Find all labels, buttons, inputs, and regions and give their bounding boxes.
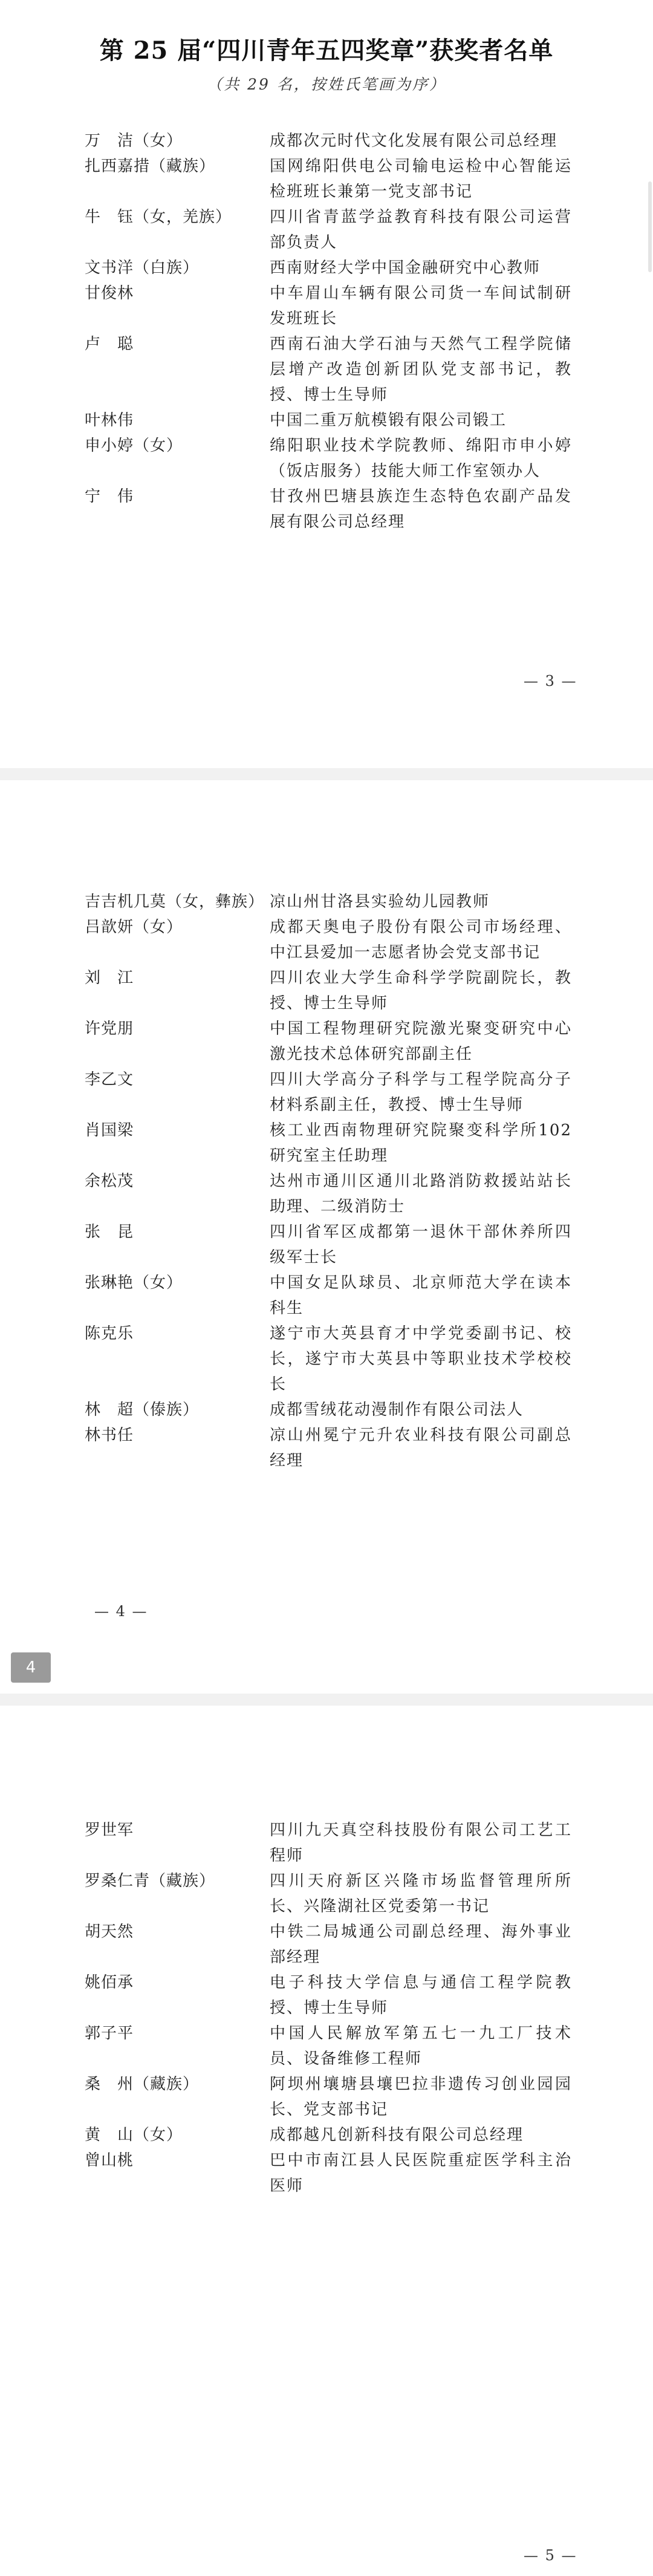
awardee-description: 达州市通川区通川北路消防救援站站长助理、二级消防士: [270, 1172, 572, 1216]
awardee-entry: [0, 2072, 653, 2122]
awardee-entry: [0, 128, 653, 154]
awardee-name: 罗桑仁青（藏族）: [85, 1872, 216, 1890]
awardee-description: 绵阳职业技术学院教师、绵阳市申小婷（饭店服务）技能大师工作室领办人: [270, 437, 572, 480]
awardee-description: 成都越凡创新科技有限公司总经理: [270, 2126, 524, 2144]
awardee-description: 四川省青蓝学益教育科技有限公司运营部负责人: [270, 208, 572, 252]
awardee-entry: [0, 1919, 653, 1970]
awardee-description: 中国女足队球员、北京师范大学在读本科生: [270, 1274, 572, 1317]
awardee-entry: [0, 1321, 653, 1397]
awardee-name: 郭子平: [85, 2024, 134, 2043]
awardee-entry: [0, 1270, 653, 1321]
awardee-entry: [0, 331, 653, 408]
awardee-name: 张 昆: [85, 1223, 134, 1241]
awardee-list: [0, 1818, 653, 2199]
awardee-entry: [0, 154, 653, 204]
awardee-name: 肖国梁: [85, 1121, 134, 1140]
awardee-entry: [0, 1397, 653, 1423]
awardee-entry: [0, 1423, 653, 1473]
awardee-entry: [0, 2122, 653, 2148]
scrollbar[interactable]: [648, 181, 652, 272]
awardee-entry: [0, 255, 653, 281]
awardee-description: 遂宁市大英县育才中学党委副书记、校长，遂宁市大英县中等职业技术学校校长: [270, 1325, 572, 1394]
awardee-name: 宁 伟: [85, 487, 134, 506]
awardee-description: 巴中市南江县人民医院重症医学科主治医师: [270, 2151, 572, 2195]
awardee-list: [0, 889, 653, 1473]
awardee-description: 阿坝州壤塘县壤巴拉非遗传习创业园园长、党支部书记: [270, 2075, 572, 2119]
awardee-description: 中铁二局城通公司副总经理、海外事业部经理: [270, 1923, 572, 1966]
awardee-description: 国网绵阳供电公司输电运检中心智能运检班班长兼第一党支部书记: [270, 157, 572, 201]
awardee-name: 牛 钰（女，羌族）: [85, 208, 232, 226]
awardee-name: 张琳艳（女）: [85, 1274, 183, 1292]
awardee-name: 万 洁（女）: [85, 132, 183, 150]
awardee-name: 扎西嘉措（藏族）: [85, 157, 216, 175]
awardee-entry: [0, 408, 653, 433]
awardee-description: 中国二重万航模锻有限公司锻工: [270, 411, 507, 429]
awardee-name: 林 超（傣族）: [85, 1401, 200, 1419]
awardee-description: 中车眉山车辆有限公司货一车间试制研发班班长: [270, 284, 572, 328]
awardee-entry: [0, 281, 653, 331]
awardee-entry: [0, 965, 653, 1016]
awardee-entry: [0, 1970, 653, 2021]
awardee-name: 刘 江: [85, 969, 134, 987]
awardee-description: 成都天奥电子股份有限公司市场经理、中江县爱加一志愿者协会党支部书记: [270, 918, 572, 962]
awardee-entry: [0, 1067, 653, 1118]
awardee-name: 吕歆妍（女）: [85, 918, 183, 936]
awardee-description: 核工业西南物理研究院聚变科学所102研究室主任助理: [270, 1121, 572, 1165]
awardee-description: 中国工程物理研究院激光聚变研究中心激光技术总体研究部副主任: [270, 1020, 572, 1063]
awardee-description: 四川农业大学生命科学学院副院长，教授、博士生导师: [270, 969, 572, 1012]
awardee-description: 电子科技大学信息与通信工程学院教授、博士生导师: [270, 1974, 572, 2017]
awardee-name: 曾山桃: [85, 2151, 134, 2170]
awardee-description: 四川九天真空科技股份有限公司工艺工程师: [270, 1821, 572, 1865]
awardee-name: 胡天然: [85, 1923, 134, 1941]
awardee-entry: [0, 2148, 653, 2199]
awardee-name: 文书洋（白族）: [85, 259, 200, 277]
awardee-entry: [0, 204, 653, 255]
awardee-entry: [0, 1169, 653, 1219]
awardee-description: 四川大学高分子科学与工程学院高分子材料系副主任，教授、博士生导师: [270, 1071, 572, 1114]
page-number: — 3 —: [524, 673, 577, 690]
document-subtitle: （共 29 名，按姓氏笔画为序）: [207, 76, 446, 93]
awardee-entry: [0, 889, 653, 915]
awardee-name: 余松茂: [85, 1172, 134, 1190]
awardee-description: 中国人民解放军第五七一九工厂技术员、设备维修工程师: [270, 2024, 572, 2068]
floating-page-indicator[interactable]: 4: [11, 1652, 51, 1683]
awardee-description: 成都次元时代文化发展有限公司总经理: [270, 132, 558, 150]
awardee-description: 四川天府新区兴隆市场监督管理所所长、兴隆湖社区党委第一书记: [270, 1872, 572, 1916]
awardee-name: 李乙文: [85, 1071, 134, 1089]
document-page-3: [0, 0, 653, 768]
awardee-entry: [0, 484, 653, 535]
awardee-description: 西南石油大学石油与天然气工程学院储层增产改造创新团队党支部书记，教授、博士生导师: [270, 335, 572, 404]
awardee-name: 桑 州（藏族）: [85, 2075, 200, 2093]
awardee-description: 甘孜州巴塘县族迮生态特色农副产品发展有限公司总经理: [270, 487, 572, 531]
awardee-entry: [0, 1118, 653, 1169]
awardee-description: 西南财经大学中国金融研究中心教师: [270, 259, 541, 277]
awardee-entry: [0, 433, 653, 484]
document-title: 第 25 届“四川青年五四奖章”获奖者名单: [99, 36, 554, 65]
awardee-entry: [0, 1818, 653, 1868]
awardee-description: 凉山州冕宁元升农业科技有限公司副总经理: [270, 1426, 572, 1470]
awardee-name: 吉吉机几莫（女，彝族）: [85, 893, 265, 911]
page-number: — 5 —: [524, 2547, 577, 2564]
awardee-entry: [0, 1868, 653, 1919]
awardee-description: 凉山州甘洛县实验幼儿园教师: [270, 893, 490, 911]
page-number: — 4 —: [94, 1603, 148, 1620]
document-page-5: [0, 1706, 653, 2576]
awardee-name: 林书任: [85, 1426, 134, 1444]
awardee-entry: [0, 2021, 653, 2072]
document-page-4: [0, 780, 653, 1694]
awardee-description: 成都雪绒花动漫制作有限公司法人: [270, 1401, 524, 1419]
awardee-list: [0, 128, 653, 535]
awardee-name: 甘俊林: [85, 284, 134, 302]
awardee-name: 姚佰承: [85, 1974, 134, 1992]
awardee-name: 叶林伟: [85, 411, 134, 429]
awardee-name: 陈克乐: [85, 1325, 134, 1343]
awardee-entry: [0, 915, 653, 965]
awardee-name: 卢 聪: [85, 335, 134, 353]
awardee-name: 许党朋: [85, 1020, 134, 1038]
awardee-name: 罗世军: [85, 1821, 134, 1839]
awardee-name: 申小婷（女）: [85, 437, 183, 455]
awardee-name: 黄 山（女）: [85, 2126, 183, 2144]
awardee-entry: [0, 1219, 653, 1270]
awardee-entry: [0, 1016, 653, 1067]
awardee-description: 四川省军区成都第一退休干部休养所四级军士长: [270, 1223, 572, 1267]
